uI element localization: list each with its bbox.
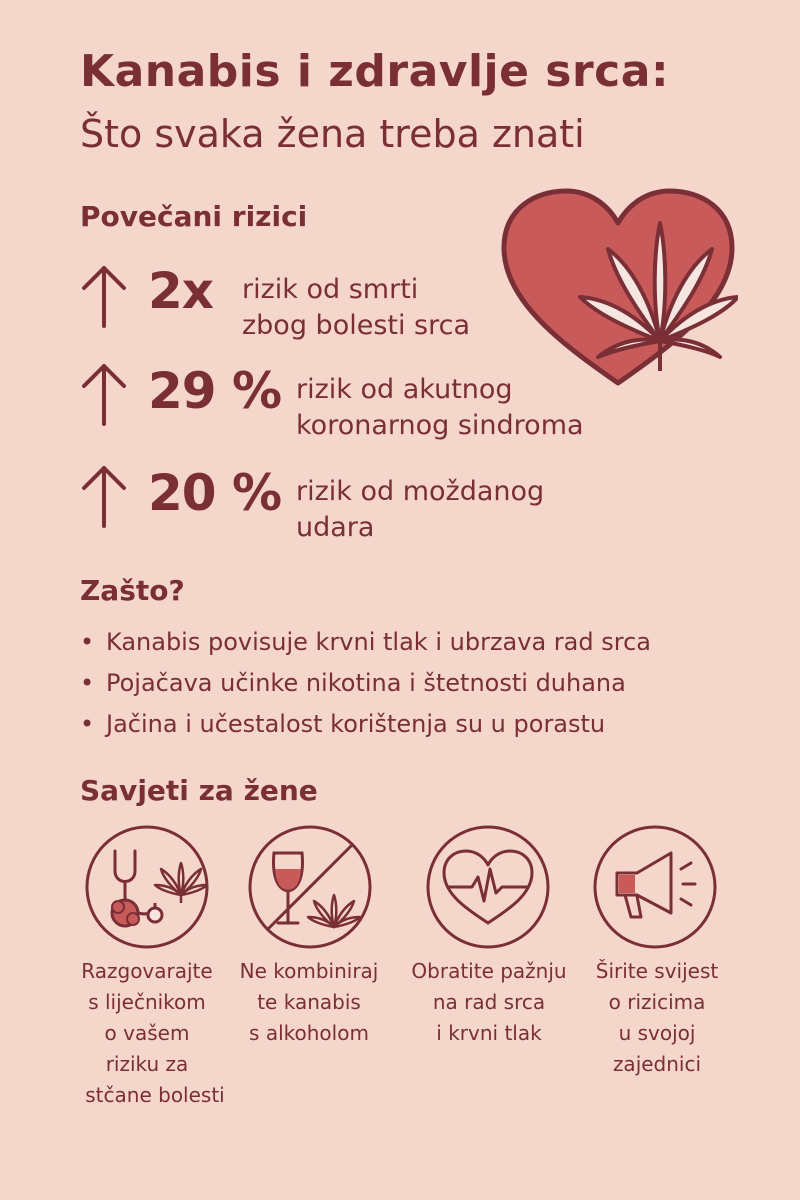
tip-text xyxy=(404,956,574,1049)
tip-line: u svojoj xyxy=(618,1021,696,1045)
risks-heading: Povečani rizici xyxy=(80,200,308,233)
tip-line: stčane bolesti xyxy=(85,1083,225,1107)
risk-line: rizik od moždanog xyxy=(296,476,545,507)
tip-line: Ne kombiniraj xyxy=(239,959,379,983)
tip-line: o vašem xyxy=(104,1021,190,1045)
list-item: • Jačina i učestalost korištenja su u porastu xyxy=(80,704,651,745)
risk-line: rizik od akutnog xyxy=(296,374,513,405)
tip-line: riziku za xyxy=(105,1052,189,1076)
risk-description xyxy=(296,474,544,546)
megaphone-icon xyxy=(591,823,719,951)
tip-line: te kanabis xyxy=(257,990,361,1014)
tip-text xyxy=(224,956,394,1049)
tip-line: Razgovarajte xyxy=(81,959,213,983)
page-subtitle: Što svaka žena treba znati xyxy=(80,112,585,156)
tips-heading: Savjeti za žene xyxy=(80,774,318,807)
tip-text xyxy=(572,956,742,1080)
risk-description xyxy=(296,372,584,444)
risk-line: koronarnog sindroma xyxy=(296,410,584,441)
tip-line: o rizicima xyxy=(608,990,706,1014)
arrow-up-icon xyxy=(80,264,128,328)
no-alcohol-cannabis-icon xyxy=(246,823,374,951)
page-title: Kanabis i zdravlje srca: xyxy=(80,46,670,97)
risk-value: 20 % xyxy=(148,464,282,522)
why-heading: Zašto? xyxy=(80,574,185,607)
list-item: • Pojačava učinke nikotina i štetnosti duhana xyxy=(80,663,651,704)
arrow-up-icon xyxy=(80,464,128,528)
risk-line: udara xyxy=(296,512,375,543)
tip-line: s alkoholom xyxy=(249,1021,369,1045)
list-item: • Kanabis povisuje krvni tlak i ubrzava rad srca xyxy=(80,622,651,663)
tip-line: s liječnikom xyxy=(88,990,206,1014)
tip-line: i krvni tlak xyxy=(436,1021,542,1045)
risk-line: rizik od smrti xyxy=(242,274,419,305)
risk-value: 29 % xyxy=(148,362,282,420)
tip-line: na rad srca xyxy=(432,990,546,1014)
heart-cannabis-icon xyxy=(498,183,738,393)
tip-line: Širite svijest xyxy=(595,959,719,983)
heartbeat-icon xyxy=(424,823,552,951)
risk-line: zbog bolesti srca xyxy=(242,310,471,341)
stethoscope-icon xyxy=(83,823,211,951)
why-bullet-list xyxy=(80,622,651,745)
risk-description xyxy=(242,272,470,344)
tip-line: Obratite pažnju xyxy=(411,959,567,983)
arrow-up-icon xyxy=(80,362,128,426)
risk-value: 2x xyxy=(148,262,214,320)
tip-line: zajednici xyxy=(612,1052,702,1076)
tip-text xyxy=(62,956,232,1111)
